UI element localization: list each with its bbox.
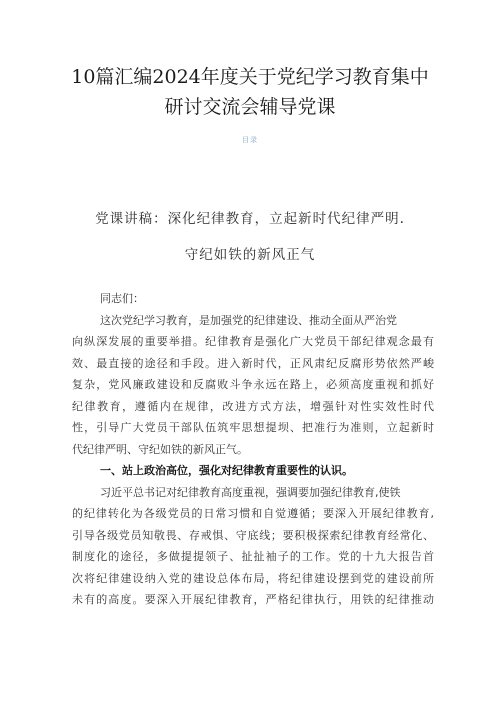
paragraph-line: 复杂，党风廉政建设和反腐败斗争永远在路上，必须高度重视和抓好	[72, 378, 434, 391]
paragraph	[72, 310, 434, 461]
toc-label: 目录	[242, 136, 258, 144]
paragraph	[72, 482, 434, 611]
paragraph-line: 纪律教育，遵循内在规律，改进方式方法，增强针对性实效性时代	[72, 399, 434, 413]
section-heading-line: 党课讲稿：深化纪律教育，立起新时代纪律严明.	[95, 211, 405, 227]
paragraph-line: 次将纪律建设纳入党的建设总体布局，将纪律建设摆到党的建设前所	[72, 571, 434, 585]
section-heading-line: 守纪如铁的新风正气	[184, 247, 316, 263]
paragraph-line: 制度化的途径，多做提提领子、扯扯袖子的工作。党的十九大报告首	[72, 550, 434, 563]
paragraph-line: 未有的高度。要深入开展纪律教育，严格纪律执行，用铁的纪律推动	[72, 593, 434, 606]
title-line: 研讨交流会辅导党课	[164, 96, 336, 118]
document-body	[72, 288, 434, 611]
paragraph-line: 向纵深发展的重要举措。纪律教育是强化广大党员干部纪律观念最有	[72, 335, 434, 348]
paragraph-line: 性，引导广大党员干部队伍筑牢思想提坝、把准行为准则，立起新时	[72, 421, 434, 434]
paragraph-line: 效、最直接的途径和手段。进入新时代，正风肃纪反腐形势依然严峻	[72, 356, 434, 370]
paragraph-line: 这次党纪学习教育，是加强党的纪律建设、推动全面从严治党	[100, 313, 397, 327]
salutation: 同志们：	[100, 292, 144, 305]
paragraph-line: 的纪律转化为各级党员的日常习惯和自觉遵循；要深入开展纪律教育,	[72, 507, 434, 520]
title-line: 10篇汇编2024年度关于党纪学习教育集中	[71, 66, 429, 88]
subsection-heading: 一、站上政治高位，强化对纪律教育重要性的认识。	[100, 464, 353, 477]
document-title	[40, 62, 460, 122]
paragraph-line: 代纪律严明、守纪如铁的新风正气。	[72, 442, 248, 456]
paragraph-line: 引导各级党员知敬畏、存戒惧、守底线；要积极探索纪律教育经常化、	[72, 528, 434, 542]
paragraph-line: 习近平总书记对纪律教育高度重视，强调要加强纪律教育,使铁	[100, 485, 401, 499]
